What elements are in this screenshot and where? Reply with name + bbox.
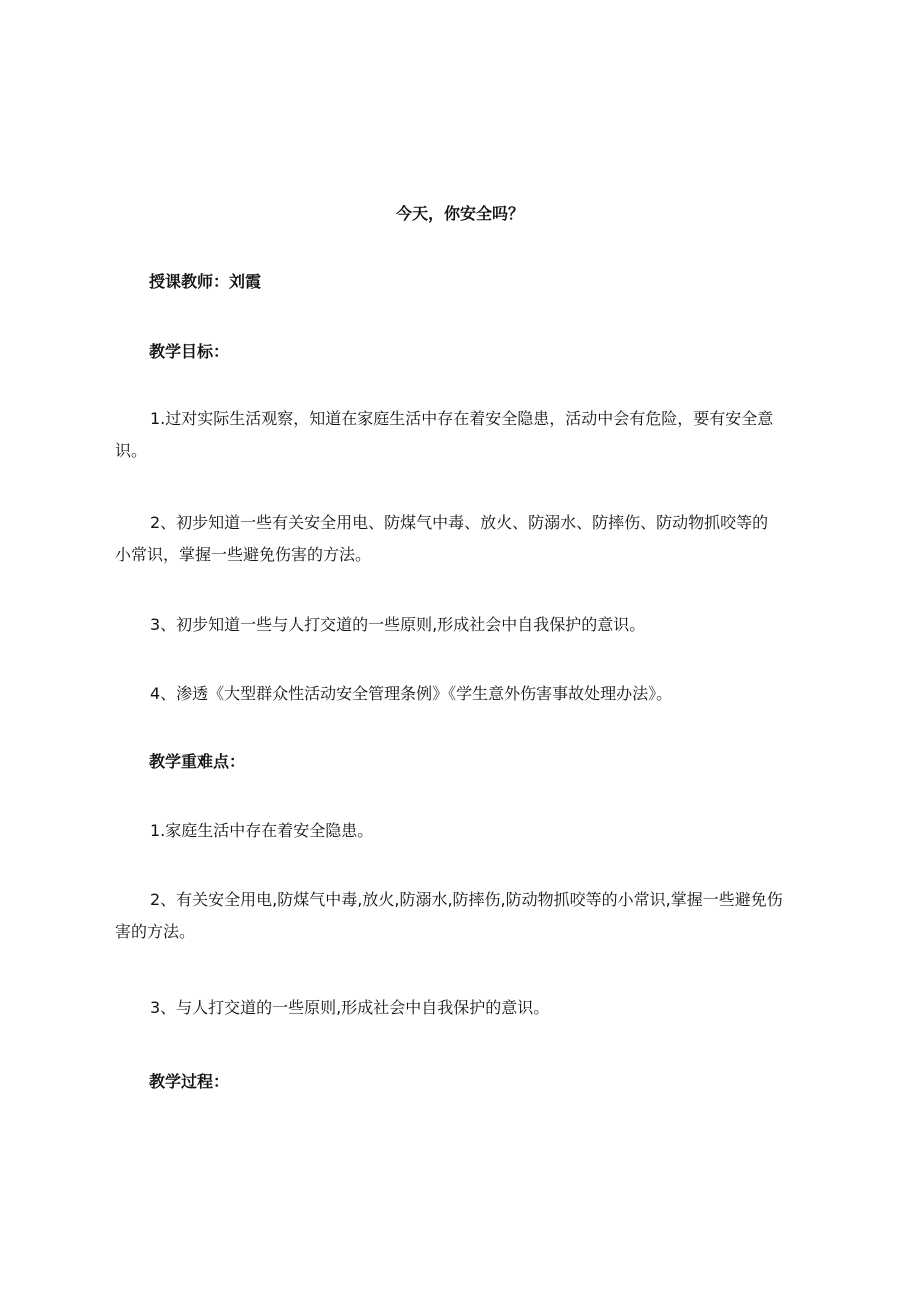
goals-heading: 教学目标：	[149, 342, 230, 361]
goal-item-1	[115, 403, 815, 467]
key-point-item-1	[115, 815, 815, 847]
goal-item-4	[115, 678, 815, 710]
goal-item-2-continuation: 小常识，掌握一些避免伤害的方法。	[115, 545, 372, 564]
goal-item-3-line: 3、初步知道一些与人打交道的一些原则,形成社会中自我保护的意识。	[150, 615, 646, 634]
key-point-item-2-line: 2、有关安全用电,防煤气中毒,放火,防溺水,防摔伤,防动物抓咬等的小常识,掌握一些避免伤	[150, 890, 783, 909]
key-point-item-2-continuation: 害的方法。	[115, 922, 196, 941]
goal-item-1-line: 1.过对实际生活观察，知道在家庭生活中存在着安全隐患，活动中会有危险，要有安全意	[150, 409, 774, 428]
goal-item-1-continuation: 识。	[115, 441, 148, 460]
key-point-item-3-line: 3、与人打交道的一些原则,形成社会中自我保护的意识。	[150, 998, 550, 1017]
document-title: 今天，你安全吗？	[395, 204, 524, 223]
goal-item-3	[115, 609, 815, 641]
teacher-line: 授课教师：刘霞	[149, 272, 262, 291]
key-point-item-2	[115, 884, 815, 948]
process-heading: 教学过程：	[149, 1072, 230, 1091]
goal-item-4-line: 4、渗透《大型群众性活动安全管理条例》《学生意外伤害事故处理办法》。	[150, 684, 673, 703]
goal-item-2-line: 2、初步知道一些有关安全用电、防煤气中毒、放火、防溺水、防摔伤、防动物抓咬等的	[150, 513, 769, 532]
key-point-item-3	[115, 992, 815, 1024]
key-point-item-1-line: 1.家庭生活中存在着安全隐患。	[150, 821, 374, 840]
goal-item-2	[115, 507, 815, 571]
key-points-heading: 教学重难点：	[149, 752, 246, 771]
